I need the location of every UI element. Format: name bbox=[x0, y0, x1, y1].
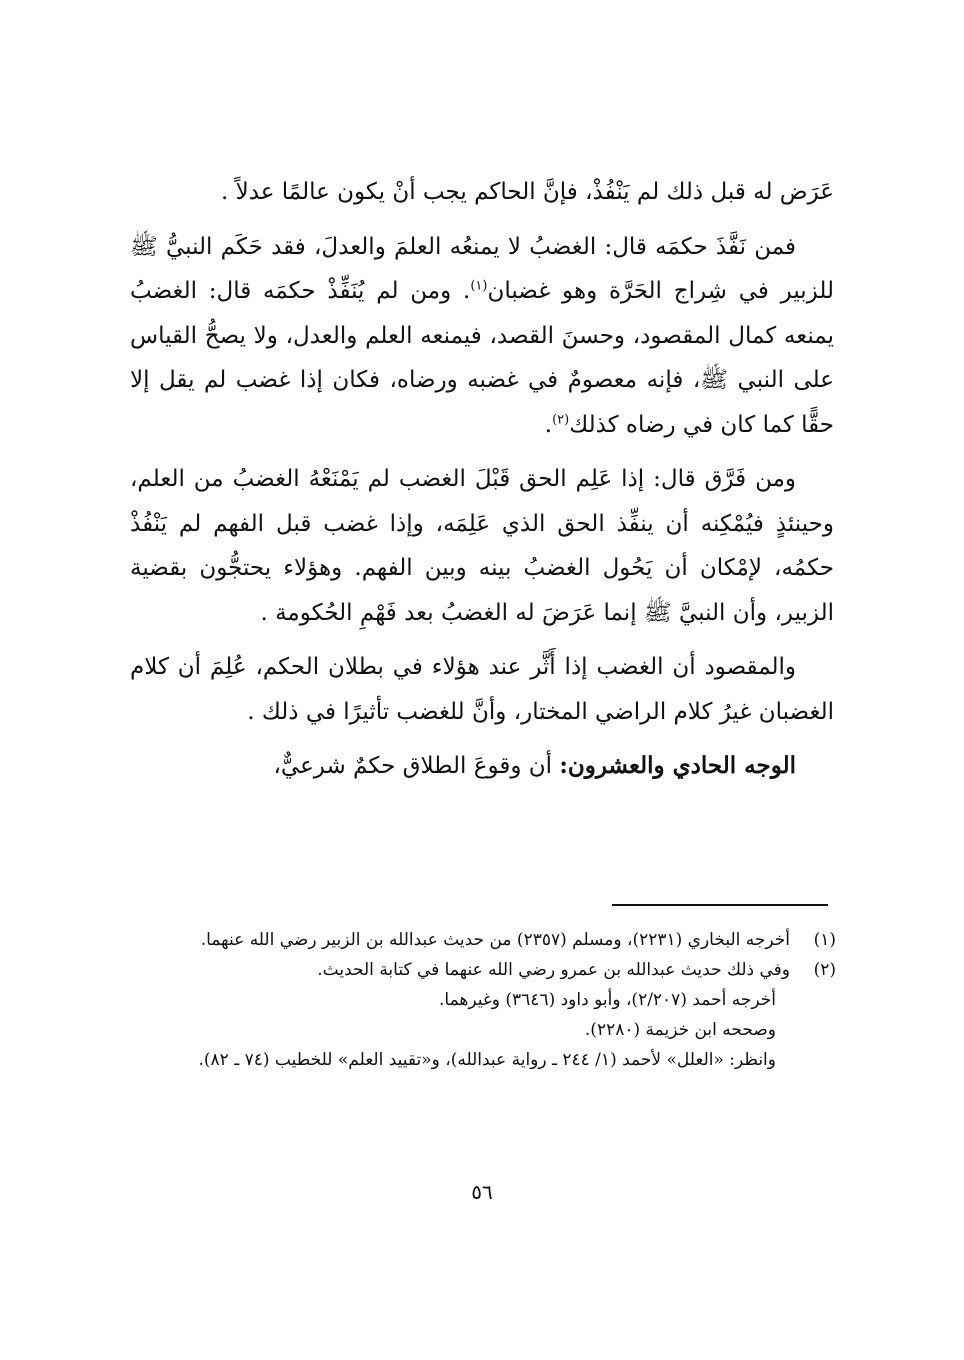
footnote-1-number: (١) bbox=[813, 930, 836, 950]
footnote-1-text: أخرجه البخاري (٢٢٣١)، ومسلم (٢٣٥٧) من حديث عبدالله بن الزبير رضي الله عنهما. bbox=[200, 930, 790, 950]
paragraph-4 bbox=[130, 645, 834, 734]
footnote-2-text: وفي ذلك حديث عبدالله بن عمرو رضي الله عنهما في كتابة الحديث. bbox=[317, 960, 790, 980]
page-number: ٥٦ bbox=[471, 1180, 493, 1204]
footnote-2-line-4: وانظر: «العلل» لأحمد (١/ ٢٤٤ ـ رواية عبدالله)، و«تقييد العلم» للخطيب (٧٤ ـ ٨٢). bbox=[198, 1050, 776, 1070]
paragraph-1 bbox=[130, 170, 834, 215]
section-heading bbox=[130, 744, 834, 789]
footnote-ref-1[interactable]: (١) bbox=[470, 278, 488, 294]
section-heading-rest: أن وقوعَ الطلاق حكمٌ شرعيٌّ، bbox=[273, 753, 560, 779]
footnote-1 bbox=[134, 925, 836, 955]
main-text bbox=[130, 170, 834, 789]
paragraph-4-text: والمقصود أن الغضب إذا أَثَّر عند هؤلاء في بطلان الحكم، عُلِمَ أن كلام الغضبان غيرُ كلام الراضي المختار، وأنَّ للغضب تأثيرًا في ذلك . bbox=[130, 654, 834, 725]
paragraph-2-text-a: فمن نَفَّذَ حكمَه قال: الغضبُ لا يمنعُه العلمَ والعدلَ، فقد حَكَم النبيُّ ﷺ للزبير في شِراج الحَرَّة وهو غضبان bbox=[130, 233, 834, 304]
section-heading-bold: الوجه الحادي والعشرون: bbox=[559, 752, 796, 779]
footnote-2-line-3: وصححه ابن خزيمة (٢٢٨٠). bbox=[584, 1020, 776, 1040]
paragraph-3-text: ومن فَرَّق قال: إذا عَلِم الحق قَبْلَ الغضب لم يَمْنَعْهُ الغضبُ من العلم، وحينئذٍ فيُمْكِنه أن ينفِّذ الحق الذي عَلِمَه، وإذا غضب قبل الفهم لم يَنْفُذْ حكمُه، لإمْكان أن يَحُول الغضبُ بينه وبين الفهم. وهؤلاء يحتجُّون بقضية الزبير، وأن النبيَّ ﷺ إنما عَرَضَ له الغضبُ بعد فَهْمِ الحُكومة . bbox=[130, 466, 834, 626]
footnote-2-number: (٢) bbox=[813, 960, 836, 980]
paragraph-2 bbox=[130, 225, 834, 448]
footnote-ref-2[interactable]: (٢) bbox=[552, 411, 570, 427]
footnote-2 bbox=[134, 955, 836, 985]
footnotes bbox=[134, 925, 836, 1075]
paragraph-3 bbox=[130, 457, 834, 635]
paragraph-2-end: . bbox=[544, 411, 553, 438]
footnote-separator bbox=[612, 904, 828, 906]
paragraph-1-text: عَرَض له قبل ذلك لم يَنْفُذْ، فإنَّ الحاكم يجب أنْ يكون عالمًا عدلاً . bbox=[220, 179, 834, 205]
paragraph-2-text-b: . ومن لم يُنَفِّذْ حكمَه قال: الغضبُ يمنعه كمال المقصود، وحسنَ القصد، فيمنعه العلم والعدل، ولا يصحُّ القياس على النبي ﷺ، فإنه معصومٌ في غضبه ورضاه، فكان إذا غضب لم يقل إلا حقًّا كما كان في رضاه كذلك bbox=[130, 278, 834, 438]
footnote-2-line-2: أخرجه أحمد (٢/٢٠٧)، وأبو داود (٣٦٤٦) وغيرهما. bbox=[439, 990, 776, 1010]
